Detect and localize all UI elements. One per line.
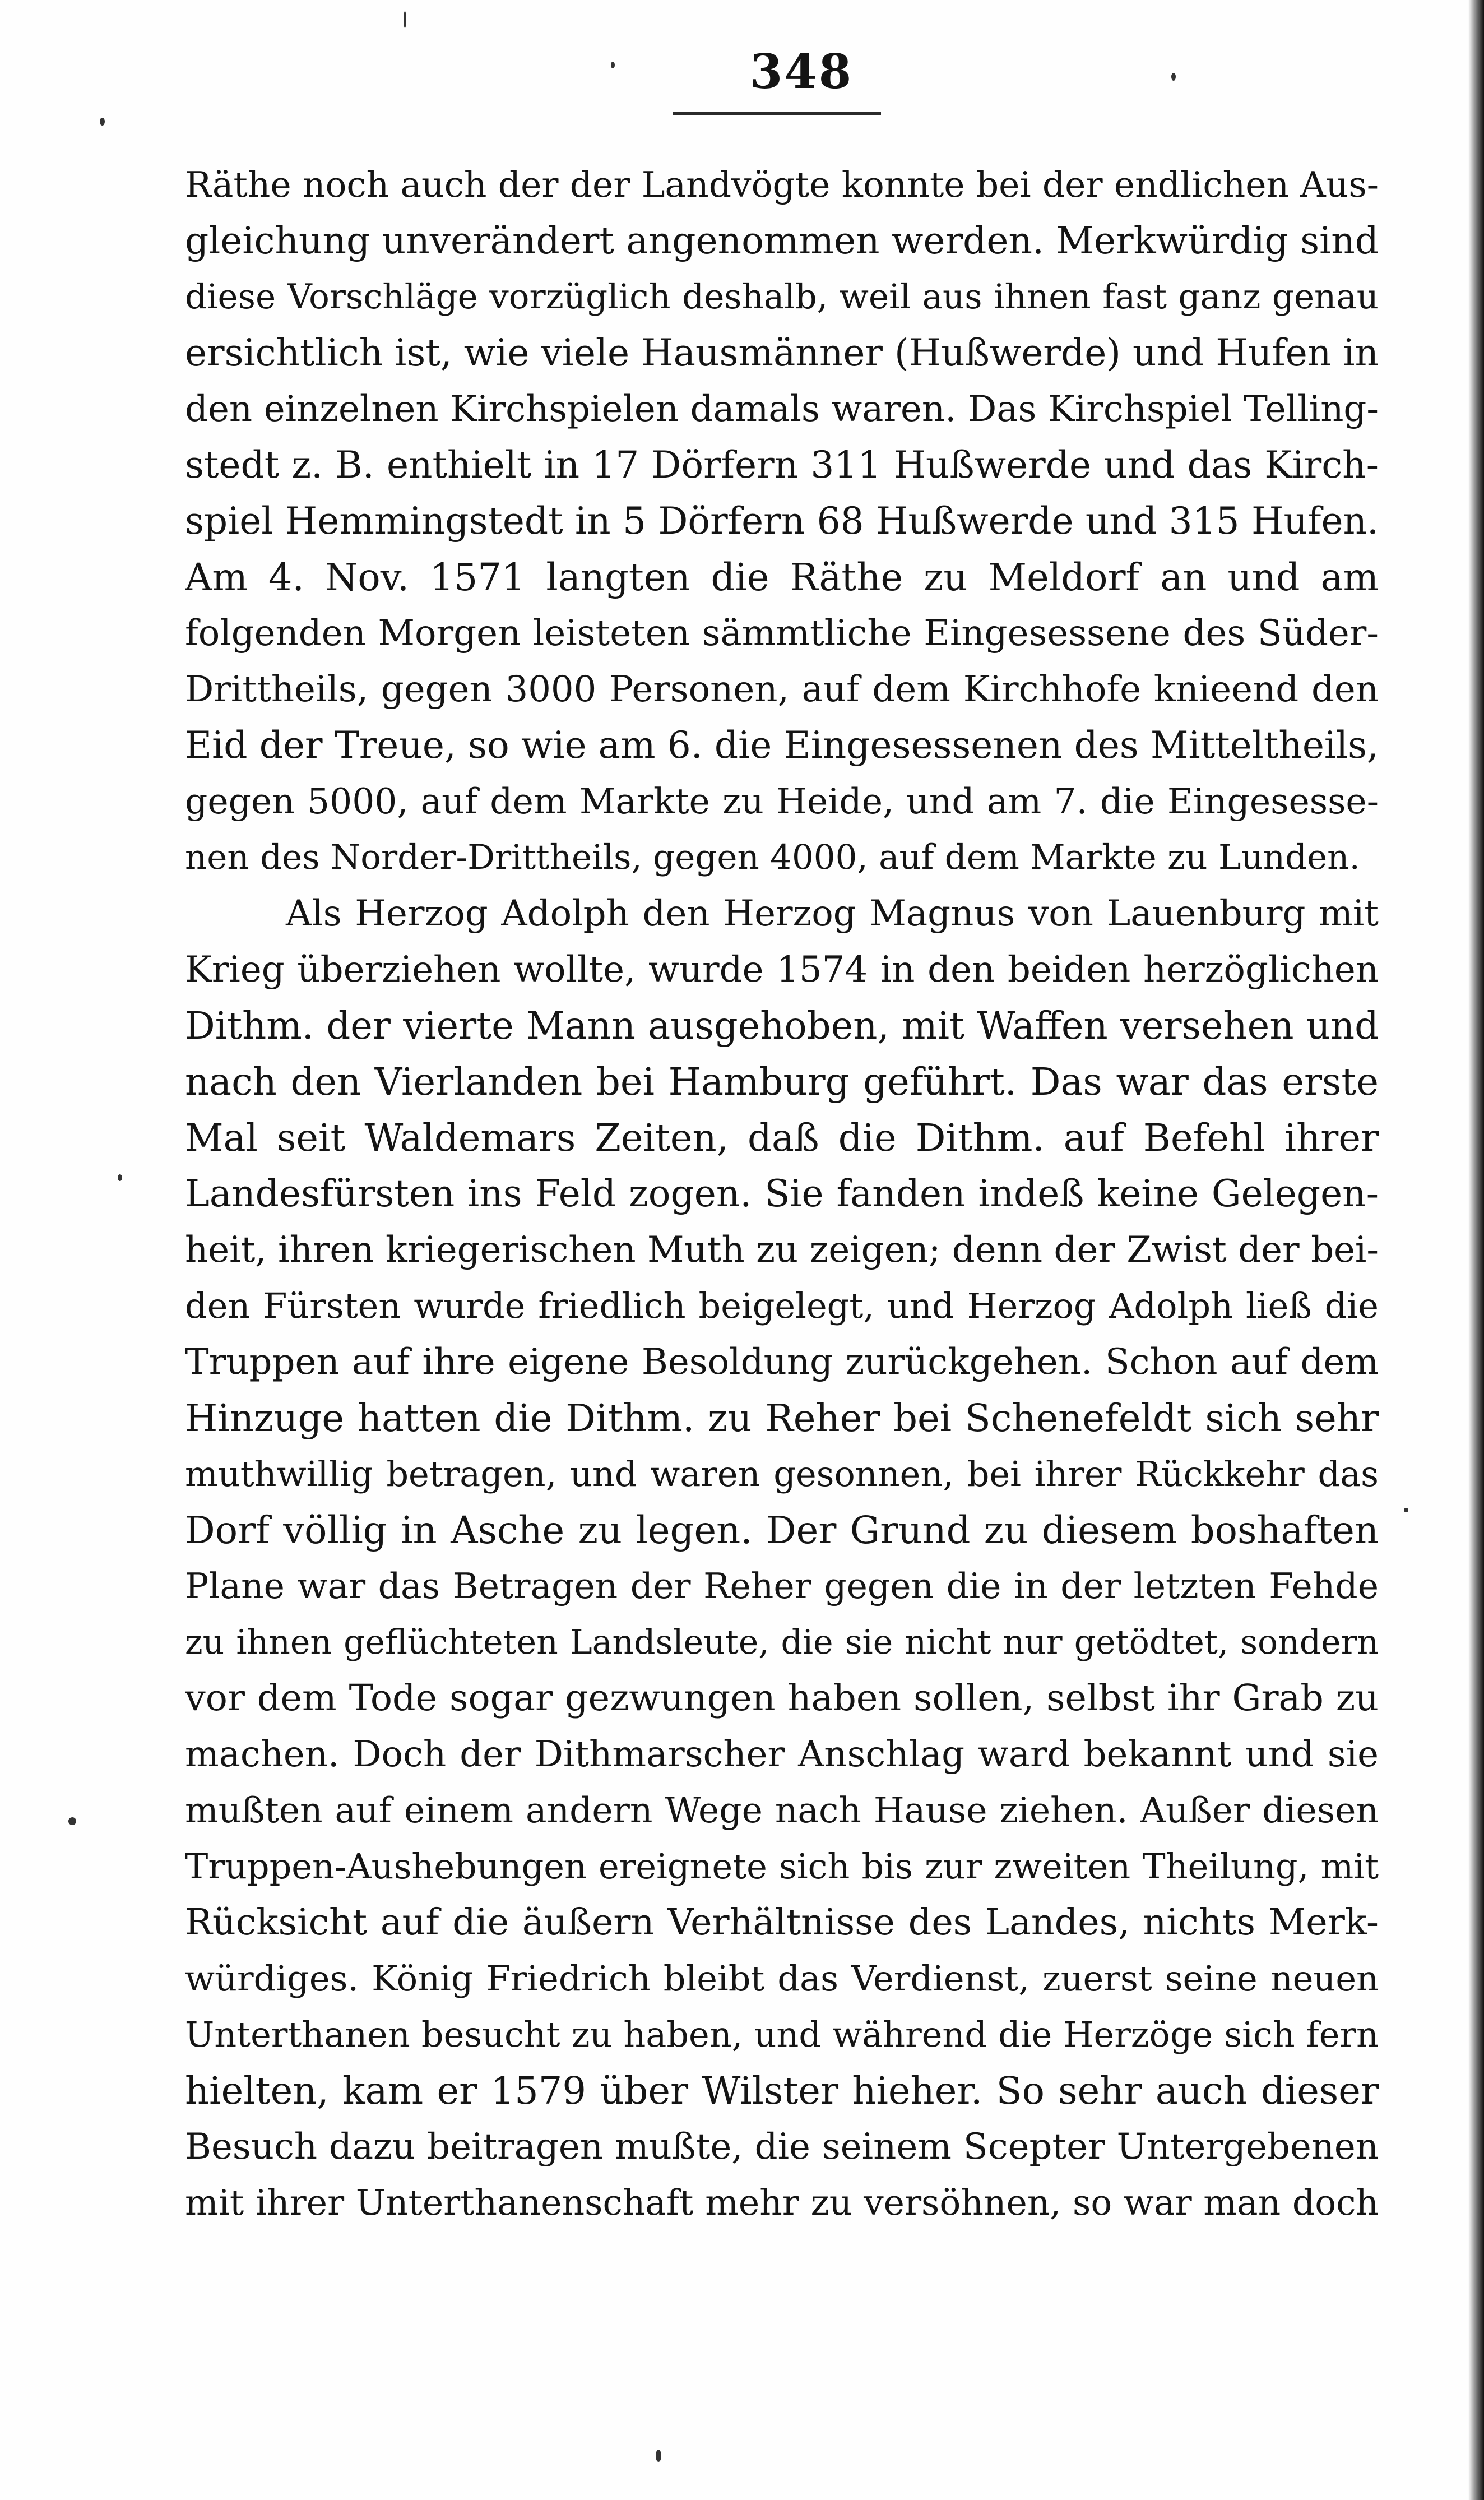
text-line: Drittheils, gegen 3000 Personen, auf dem Kirchhofe knieend den [185, 669, 1379, 710]
text-line: spiel Hemmingstedt in 5 Dörfern 68 Hußwerde und 315 Hufen. [185, 499, 1379, 543]
text-line: Landesfürsten ins Feld zogen. Sie fanden indeß keine Gelegen- [185, 1172, 1379, 1215]
text-line: Plane war das Betragen der Reher gegen die in der letzten Fehde [185, 1566, 1379, 1607]
text-line: diese Vorschläge vorzüglich deshalb, weil aus ihnen fast ganz genau [185, 277, 1379, 317]
scan-speck [656, 2450, 661, 2462]
scan-speck [611, 62, 615, 68]
text-line: Rücksicht auf die äußern Verhältnisse des Landes, nichts Merk- [185, 1901, 1379, 1943]
text-line: nen des Norder-Drittheils, gegen 4000, auf dem Markte zu Lunden. [185, 837, 1360, 877]
text-line: folgenden Morgen leisteten sämmtliche Eingesessene des Süder- [185, 613, 1379, 654]
text-line: mit ihrer Unterthanenschaft mehr zu versöhnen, so war man doch [185, 2182, 1379, 2223]
text-line: Unterthanen besucht zu haben, und während die Herzöge sich fern [185, 2014, 1379, 2055]
header-rule [673, 112, 881, 115]
text-line: Hinzuge hatten die Dithm. zu Reher bei Schenefeldt sich sehr [185, 1396, 1379, 1440]
text-line: ersichtlich ist, wie viele Hausmänner (Hußwerde) und Hufen in [185, 331, 1379, 374]
text-line: Am 4. Nov. 1571 langten die Räthe zu Meldorf an und am [185, 555, 1379, 599]
text-line: Besuch dazu beitragen mußte, die seinem Scepter Untergebenen [185, 2126, 1379, 2168]
scan-speck [100, 118, 105, 126]
scan-speck [1404, 1508, 1408, 1512]
text-line: Dorf völlig in Asche zu legen. Der Grund zu diesem boshaften [185, 1508, 1379, 1552]
text-line: den Fürsten wurde friedlich beigelegt, und Herzog Adolph ließ die [185, 1285, 1379, 1326]
text-line: vor dem Tode sogar gezwungen haben sollen, selbst ihr Grab zu [185, 1677, 1379, 1719]
body-text [185, 157, 1379, 2231]
text-line: zu ihnen geflüchteten Landsleute, die sie nicht nur getödtet, sondern [185, 1623, 1379, 1662]
text-line: Als Herzog Adolph den Herzog Magnus von Lauenburg mit [286, 893, 1379, 934]
text-line: hielten, kam er 1579 über Wilster hieher. So sehr auch dieser [185, 2069, 1379, 2113]
text-line: Räthe noch auch der der Landvögte konnte bei der endlichen Aus- [185, 164, 1379, 205]
scan-speck [1171, 73, 1176, 81]
page-number: 348 [749, 44, 854, 99]
text-line: Mal seit Waldemars Zeiten, daß die Dithm. auf Befehl ihrer [185, 1116, 1379, 1160]
text-line: Krieg überziehen wollte, wurde 1574 in den beiden herzöglichen [185, 949, 1379, 990]
scan-speck [118, 1174, 122, 1181]
text-line: machen. Doch der Dithmarscher Anschlag ward bekannt und sie [185, 1734, 1379, 1775]
text-line: gleichung unverändert angenommen werden. Merkwürdig sind [185, 219, 1379, 262]
scan-speck [404, 11, 406, 28]
text-line: heit, ihren kriegerischen Muth zu zeigen; denn der Zwist der bei- [185, 1229, 1379, 1271]
text-line: den einzelnen Kirchspielen damals waren. Das Kirchspiel Telling- [185, 388, 1379, 430]
text-line: Dithm. der vierte Mann ausgehoben, mit Waffen versehen und [185, 1004, 1379, 1048]
text-line: stedt z. B. enthielt in 17 Dörfern 311 Hußwerde und das Kirch- [185, 443, 1379, 487]
text-line: muthwillig betragen, und waren gesonnen, bei ihrer Rückkehr das [185, 1453, 1379, 1494]
text-line: Truppen-Aushebungen ereignete sich bis zur zweiten Theilung, mit [185, 1846, 1379, 1887]
text-line: nach den Vierlanden bei Hamburg geführt. Das war das erste [185, 1060, 1379, 1104]
scan-speck [68, 1817, 76, 1825]
text-line: würdiges. König Friedrich bleibt das Verdienst, zuerst seine neuen [185, 1958, 1379, 1999]
text-line: gegen 5000, auf dem Markte zu Heide, und am 7. die Eingesesse- [185, 781, 1379, 822]
text-line: Eid der Treue, so wie am 6. die Eingesessenen des Mitteltheils, [185, 724, 1379, 767]
text-line: Truppen auf ihre eigene Besoldung zurückgehen. Schon auf dem [185, 1341, 1379, 1383]
page-edge-shadow [1468, 0, 1484, 2500]
text-line: mußten auf einem andern Wege nach Hause ziehen. Außer diesen [185, 1790, 1379, 1831]
